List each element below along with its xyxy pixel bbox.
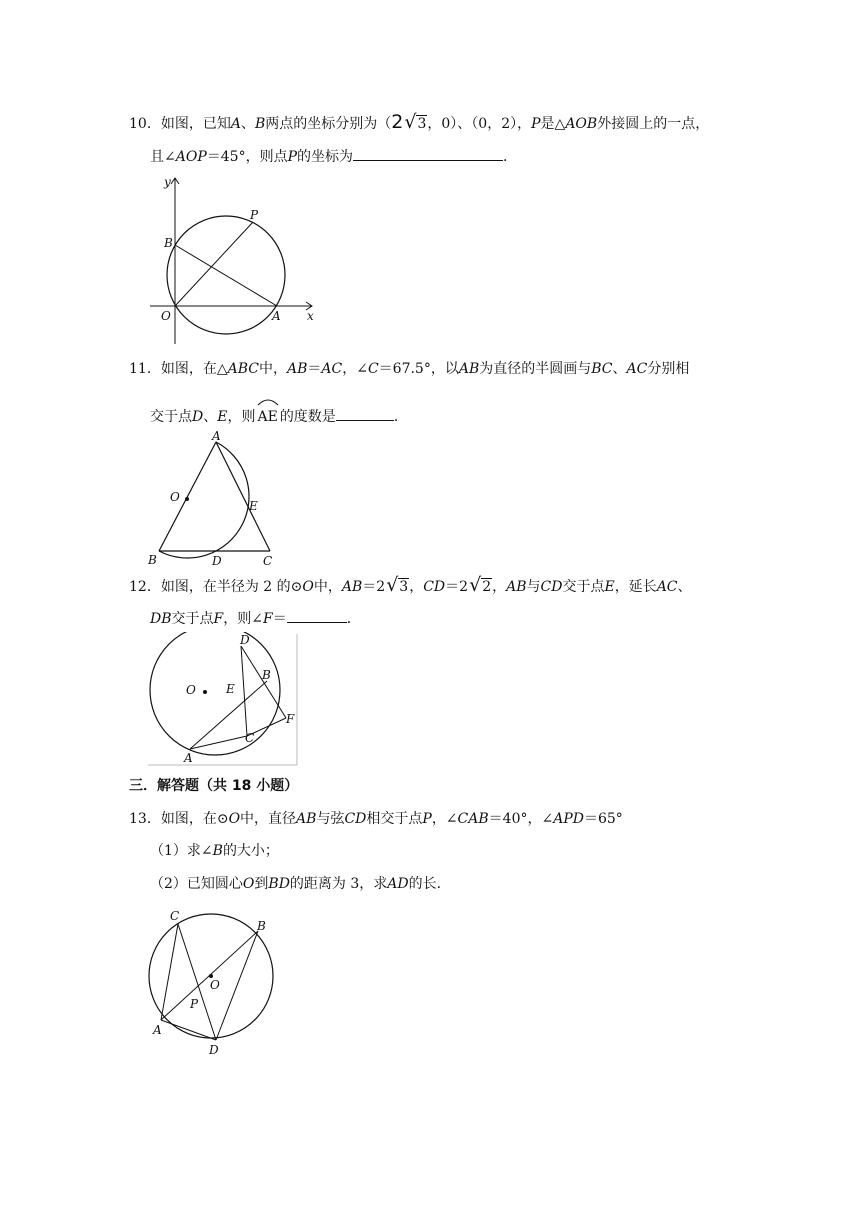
fig-label-C: C <box>170 909 180 923</box>
fig-label-B: B <box>148 553 157 567</box>
q10-line1: 10．如图，已知A、B两点的坐标分别为（2√3，0）、（0，2），P是△AOB外接圆上的一点， <box>129 111 710 133</box>
fig-label-A: A <box>212 429 221 443</box>
fig-label-x: x <box>307 309 314 323</box>
fig-label-A: A <box>272 309 281 323</box>
fig-label-O: O <box>161 309 171 323</box>
fig-label-P: P <box>250 208 259 222</box>
fig-label-O: O <box>170 490 180 504</box>
fig-label-O: O <box>186 683 196 697</box>
fig-label-E: E <box>249 499 258 513</box>
answer-blank[interactable] <box>353 146 503 161</box>
q11-figure <box>140 428 285 573</box>
q11-line2: 交于点D、E，则 AE 的度数是 ． <box>150 401 408 427</box>
arc-symbol: AE <box>257 401 277 427</box>
fig-label-B: B <box>164 236 173 250</box>
fig-label-B: B <box>257 919 266 933</box>
fig-label-D: D <box>240 633 250 647</box>
q11-line1: 11．如图，在△ABC中，AB＝AC，∠C＝67.5°，以AB为直径的半圆画与BC、AC分别相 <box>129 361 690 377</box>
fig-label-E: E <box>226 682 235 696</box>
q12-figure <box>146 632 301 767</box>
answer-blank[interactable] <box>287 608 347 623</box>
fig-label-D: D <box>209 1043 219 1057</box>
q13-sub2: （2）已知圆心O到BD的距离为 3，求AD的长． <box>150 876 451 892</box>
q13-sub1: （1）求∠B的大小； <box>150 843 279 859</box>
fig-label-C: C <box>263 554 273 568</box>
q13-figure <box>140 906 285 1058</box>
q13-line1: 13．如图，在⊙O中，直径AB与弦CD相交于点P，∠CAB＝40°，∠APD＝65° <box>129 811 623 827</box>
section-title: 三．解答题（共 18 小题） <box>129 778 299 794</box>
q12-line2: DB交于点F，则∠F＝ ． <box>150 608 361 629</box>
fig-label-O: O <box>210 978 220 992</box>
fig-label-P: P <box>190 997 199 1011</box>
fig-label-D: D <box>212 554 222 568</box>
sqrt-three: √3 <box>386 574 409 596</box>
fig-label-A: A <box>153 1023 162 1037</box>
q10-line2: 且∠AOP＝45°，则点P的坐标为 ． <box>150 146 517 167</box>
fig-label-A: A <box>184 751 193 765</box>
coef-two: 2 <box>391 111 404 133</box>
fig-label-C: C <box>245 731 255 745</box>
answer-blank[interactable] <box>336 406 394 421</box>
q10-figure <box>140 172 320 347</box>
fig-label-F: F <box>286 712 295 726</box>
q12-line1: 12．如图，在半径为 2 的⊙O中，AB＝2√3，CD＝2√2，AB与CD交于点E，延长AC、 <box>129 574 692 596</box>
fig-label-y: y <box>164 175 171 189</box>
sqrt-two: √2 <box>469 574 492 596</box>
sqrt-three: √3 <box>404 111 427 133</box>
fig-label-B: B <box>262 668 271 682</box>
